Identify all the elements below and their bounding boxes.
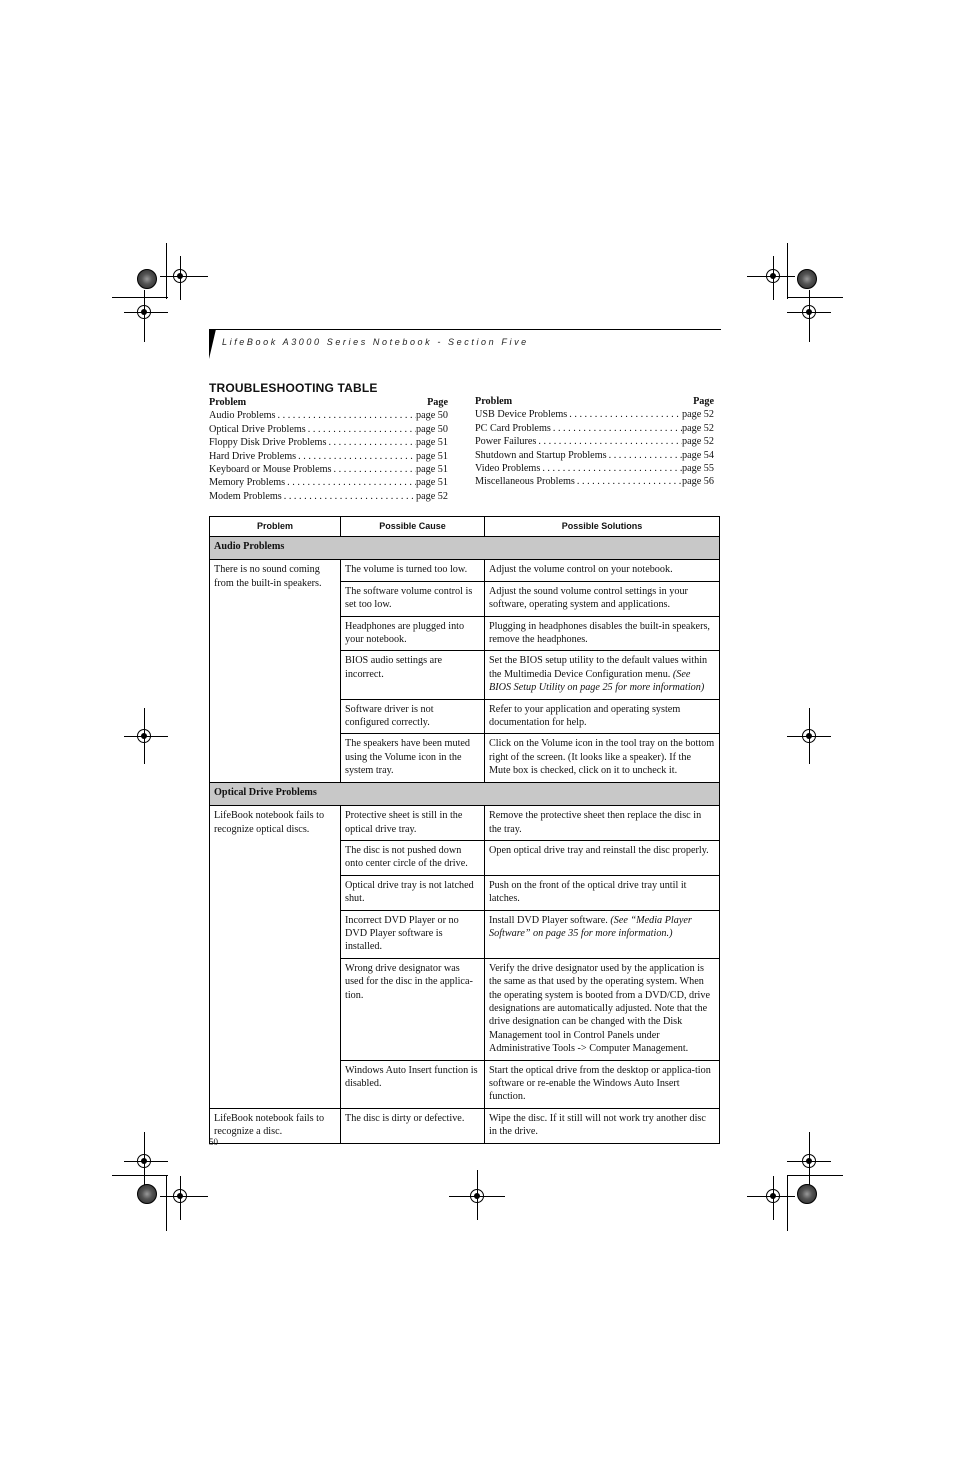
column-header-problem: Problem [210,517,341,537]
index-header: Problem Page [475,396,714,407]
solution-cell: Set the BIOS setup utility to the default values within the Multimedia Device Configuration menu. (See BIOS Setup Utility on page 25 for more information) [485,651,720,699]
column-header-cause: Possible Cause [341,517,485,537]
index-item: Video Problems . . . page 55 [475,462,714,475]
header-rule [209,329,721,330]
registration-disc-icon [137,269,157,289]
index-item: Memory Problems . . . page 51 [209,476,448,489]
solution-cell: Wipe the disc. If it still will not work try another disc in the drive. [485,1108,720,1143]
header-tab-marker [209,329,216,359]
registration-target-icon [802,729,816,743]
dot-leader [296,450,416,463]
dot-leader [276,409,417,422]
index-item: Hard Drive Problems . . . page 51 [209,450,448,463]
registration-target-icon [766,269,780,283]
dot-leader [332,463,417,476]
dot-leader [282,490,416,503]
dot-leader [575,475,682,488]
solution-cell: Adjust the volume control on your notebook. [485,560,720,581]
table-row [210,806,720,841]
index-header: Problem Page [209,397,448,408]
index-item: Modem Problems . . . page 52 [209,490,448,503]
section-row-optical: Optical Drive Problems [210,782,720,805]
solution-cell: Install DVD Player software. (See “Media Player Software” on page 35 for more information.) [485,910,720,958]
cause-cell: Headphones are plugged into your notebook. [341,616,485,651]
table-row [210,1108,720,1143]
registration-target-icon [137,1154,151,1168]
column-header-solutions: Possible Solutions [485,517,720,537]
solution-cell: Remove the protective sheet then replace the disc in the tray. [485,806,720,841]
problem-cell: There is no sound coming from the built-in speakers. [210,560,341,782]
index-item: Audio Problems . . . page 50 [209,409,448,422]
cause-cell: The speakers have been muted using the Volume icon in the system tray. [341,734,485,782]
cause-cell: Windows Auto Insert function is disabled. [341,1060,485,1108]
dot-leader [607,449,682,462]
registration-target-icon [173,1189,187,1203]
cause-cell: The disc is not pushed down onto center circle of the drive. [341,840,485,875]
solution-cell: Refer to your application and operating system documentation for help. [485,699,720,734]
registration-target-icon [137,305,151,319]
index-item: Optical Drive Problems . . . page 50 [209,423,448,436]
registration-target-icon [802,305,816,319]
problem-index-left [209,396,448,503]
problem-cell: LifeBook notebook fails to recognize a disc. [210,1108,341,1143]
cause-cell: BIOS audio settings are incorrect. [341,651,485,699]
dot-leader [551,422,682,435]
table-header-row [210,517,720,537]
index-item: Power Failures . . . page 52 [475,435,714,448]
cause-cell: The software volume control is set too low. [341,581,485,616]
index-item: Miscellaneous Problems . . . page 56 [475,475,714,488]
cause-cell: Protective sheet is still in the optical drive tray. [341,806,485,841]
solution-cell: Plugging in headphones disables the built-in speakers, remove the headphones. [485,616,720,651]
dot-leader [567,408,682,421]
registration-target-icon [470,1189,484,1203]
solution-cell: Verify the drive designator used by the application is the same as that used by the operating system. When the operating system is booted from a DVD/CD, drive designations are automatically adjusted. Note that the drive designation can be changed with the Disk Management tool in Control Panels under Administrative Tools -> Computer Management. [485,958,720,1060]
problem-index-right [475,395,714,489]
cause-cell: Wrong drive designator was used for the disc in the applica-tion. [341,958,485,1060]
registration-disc-icon [137,1184,157,1204]
registration-disc-icon [797,1184,817,1204]
running-head: LifeBook A3000 Series Notebook - Section Five [222,337,529,347]
dot-leader [536,435,682,448]
solution-cell: Start the optical drive from the desktop or applica-tion software or re-enable the Windows Auto Insert function. [485,1060,720,1108]
cause-cell: Software driver is not configured correctly. [341,699,485,734]
registration-target-icon [173,269,187,283]
registration-target-icon [766,1189,780,1203]
registration-target-icon [137,729,151,743]
problem-cell: LifeBook notebook fails to recognize optical discs. [210,806,341,1109]
solution-cell: Open optical drive tray and reinstall the disc properly. [485,840,720,875]
solution-cell: Adjust the sound volume control settings in your software, operating system and applications. [485,581,720,616]
cause-cell: Optical drive tray is not latched shut. [341,875,485,910]
section-row-audio: Audio Problems [210,537,720,560]
cause-cell: The volume is turned too low. [341,560,485,581]
dot-leader [326,436,416,449]
table-row [210,560,720,581]
solution-cell: Push on the front of the optical drive tray until it latches. [485,875,720,910]
index-item: Floppy Disk Drive Problems . . . page 51 [209,436,448,449]
troubleshooting-table [209,516,720,1144]
page-number: 50 [209,1137,218,1147]
cause-cell: The disc is dirty or defective. [341,1108,485,1143]
dot-leader [540,462,682,475]
index-item: Keyboard or Mouse Problems . . . page 51 [209,463,448,476]
registration-target-icon [802,1154,816,1168]
solution-cell: Click on the Volume icon in the tool tray on the bottom right of the screen. (It looks like a speaker). If the Mute box is checked, click on it to uncheck it. [485,734,720,782]
dot-leader [285,476,416,489]
solution-note: (See “Media Player Software” on page 35 for more information.) [489,914,692,939]
section-title: TROUBLESHOOTING TABLE [209,381,378,395]
solution-note: (See BIOS Setup Utility on page 25 for more information) [489,668,705,694]
cause-cell: Incorrect DVD Player or no DVD Player software is installed. [341,910,485,958]
index-item: USB Device Problems . . . page 52 [475,408,714,421]
dot-leader [306,423,416,436]
registration-disc-icon [797,269,817,289]
index-item: Shutdown and Startup Problems . . . page 54 [475,449,714,462]
index-item: PC Card Problems . . . page 52 [475,422,714,435]
